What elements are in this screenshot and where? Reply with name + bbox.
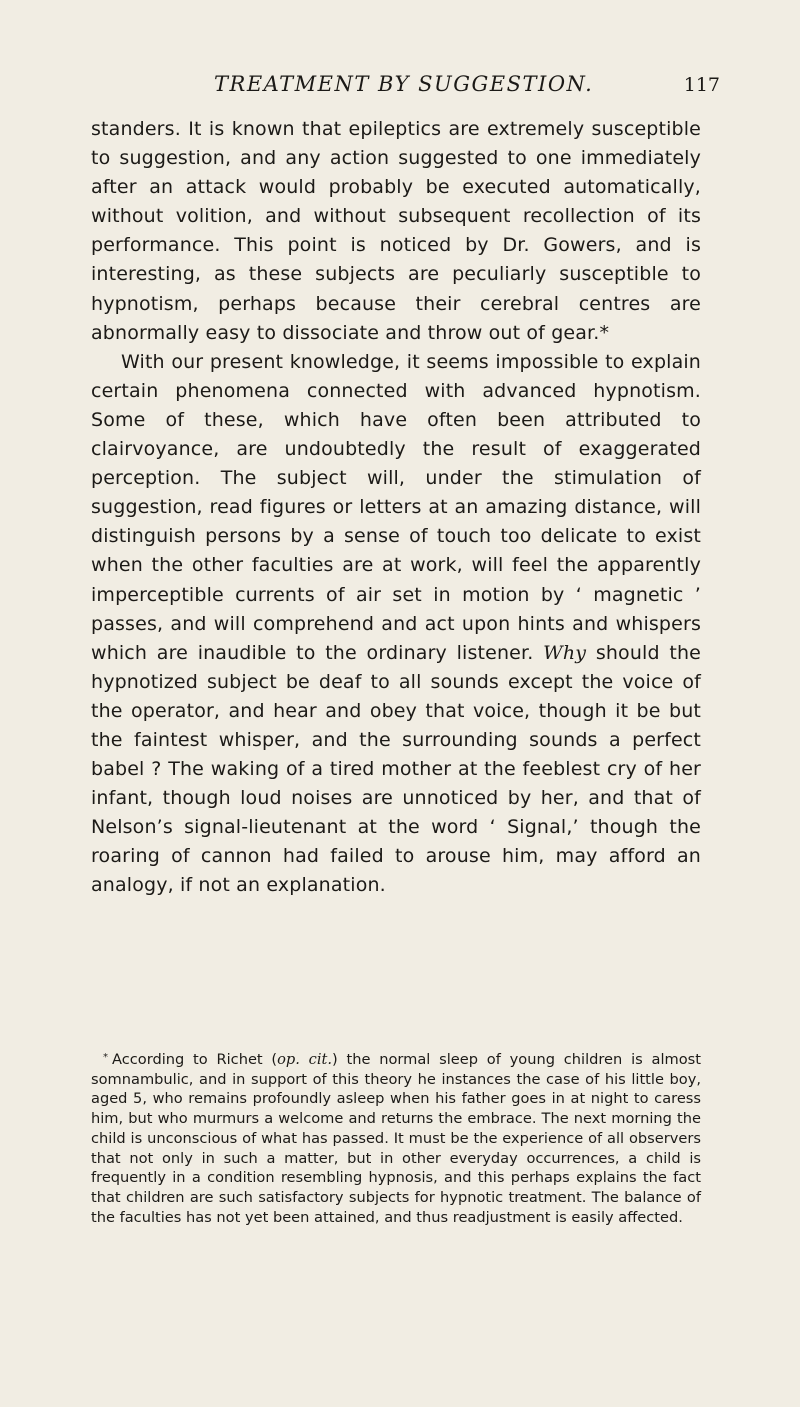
page-number: 117 — [683, 74, 720, 96]
body-text — [91, 115, 701, 901]
paragraph-2-part-b: should the hypnotized subject be deaf to all sounds except the voice of the operator, and hear and obey that voice, though it be but the faintest whisper, and the surrounding sounds a perfect babel ? The waking of a tired mother at the feeblest cry of her infant, though loud noises are unnoticed by her, and that of Nelson’s signal-lieutenant at the word ‘ Signal,’ though the roaring of cannon had failed to arouse him, may afford an analogy, if not an explanation. — [91, 641, 701, 897]
footnote-op-cit: op. cit. — [277, 1051, 333, 1068]
footnote — [91, 1048, 701, 1227]
running-head: TREATMENT BY SUGGESTION. — [214, 72, 594, 96]
footnote-part-b: ) the normal sleep of young children is almost somnambulic, and in support of this theory he instances the case of his little boy, aged 5, who remains profoundly asleep when his father goes in at night to caress him, but who murmurs a welcome and returns the embrace. The next morning the child is unconscious of what has passed. It must be the experience of all observers that not only in such a matter, but in other everyday occurrences, a child is frequently in a condition resembling hypnosis, and this perhaps explains the fact that children are such satisfactory subjects for hypnotic treatment. The balance of the faculties has not yet been attained, and thus readjustment is easily affected. — [91, 1051, 701, 1226]
footnote-mark: * — [103, 1052, 108, 1063]
paragraph-1: standers. It is known that epileptics are extremely susceptible to suggestion, and any action suggested to one immediately after an attack would probably be executed automatically, without volition, and without subsequent recollection of its performance. This point is noticed by Dr. Gowers, and is interesting, as these subjects are peculiarly susceptible to hypnotism, perhaps because their cerebral centres are abnormally easy to dissociate and throw out of gear.* — [91, 118, 701, 344]
footnote-paragraph — [91, 1048, 701, 1227]
paragraph-2 — [91, 348, 701, 901]
paragraph-2-part-a: With our present knowledge, it seems impossible to explain certain phenomena connected with advanced hypnotism. Some of these, which have often been attributed to clairvoyance, are undoubtedly the result of exaggerated perception. The subject will, under the stimulation of suggestion, read figures or letters at an amazing distance, will distinguish persons by a sense of touch too delicate to exist when the other faculties are at work, will feel the apparently imperceptible currents of air set in motion by ‘ magnetic ’ passes, and will comprehend and act upon hints and whispers which are inaudible to the ordinary listener. — [91, 350, 701, 664]
why-italic: Why — [543, 641, 587, 664]
footnote-part-a: According to Richet ( — [112, 1051, 278, 1068]
